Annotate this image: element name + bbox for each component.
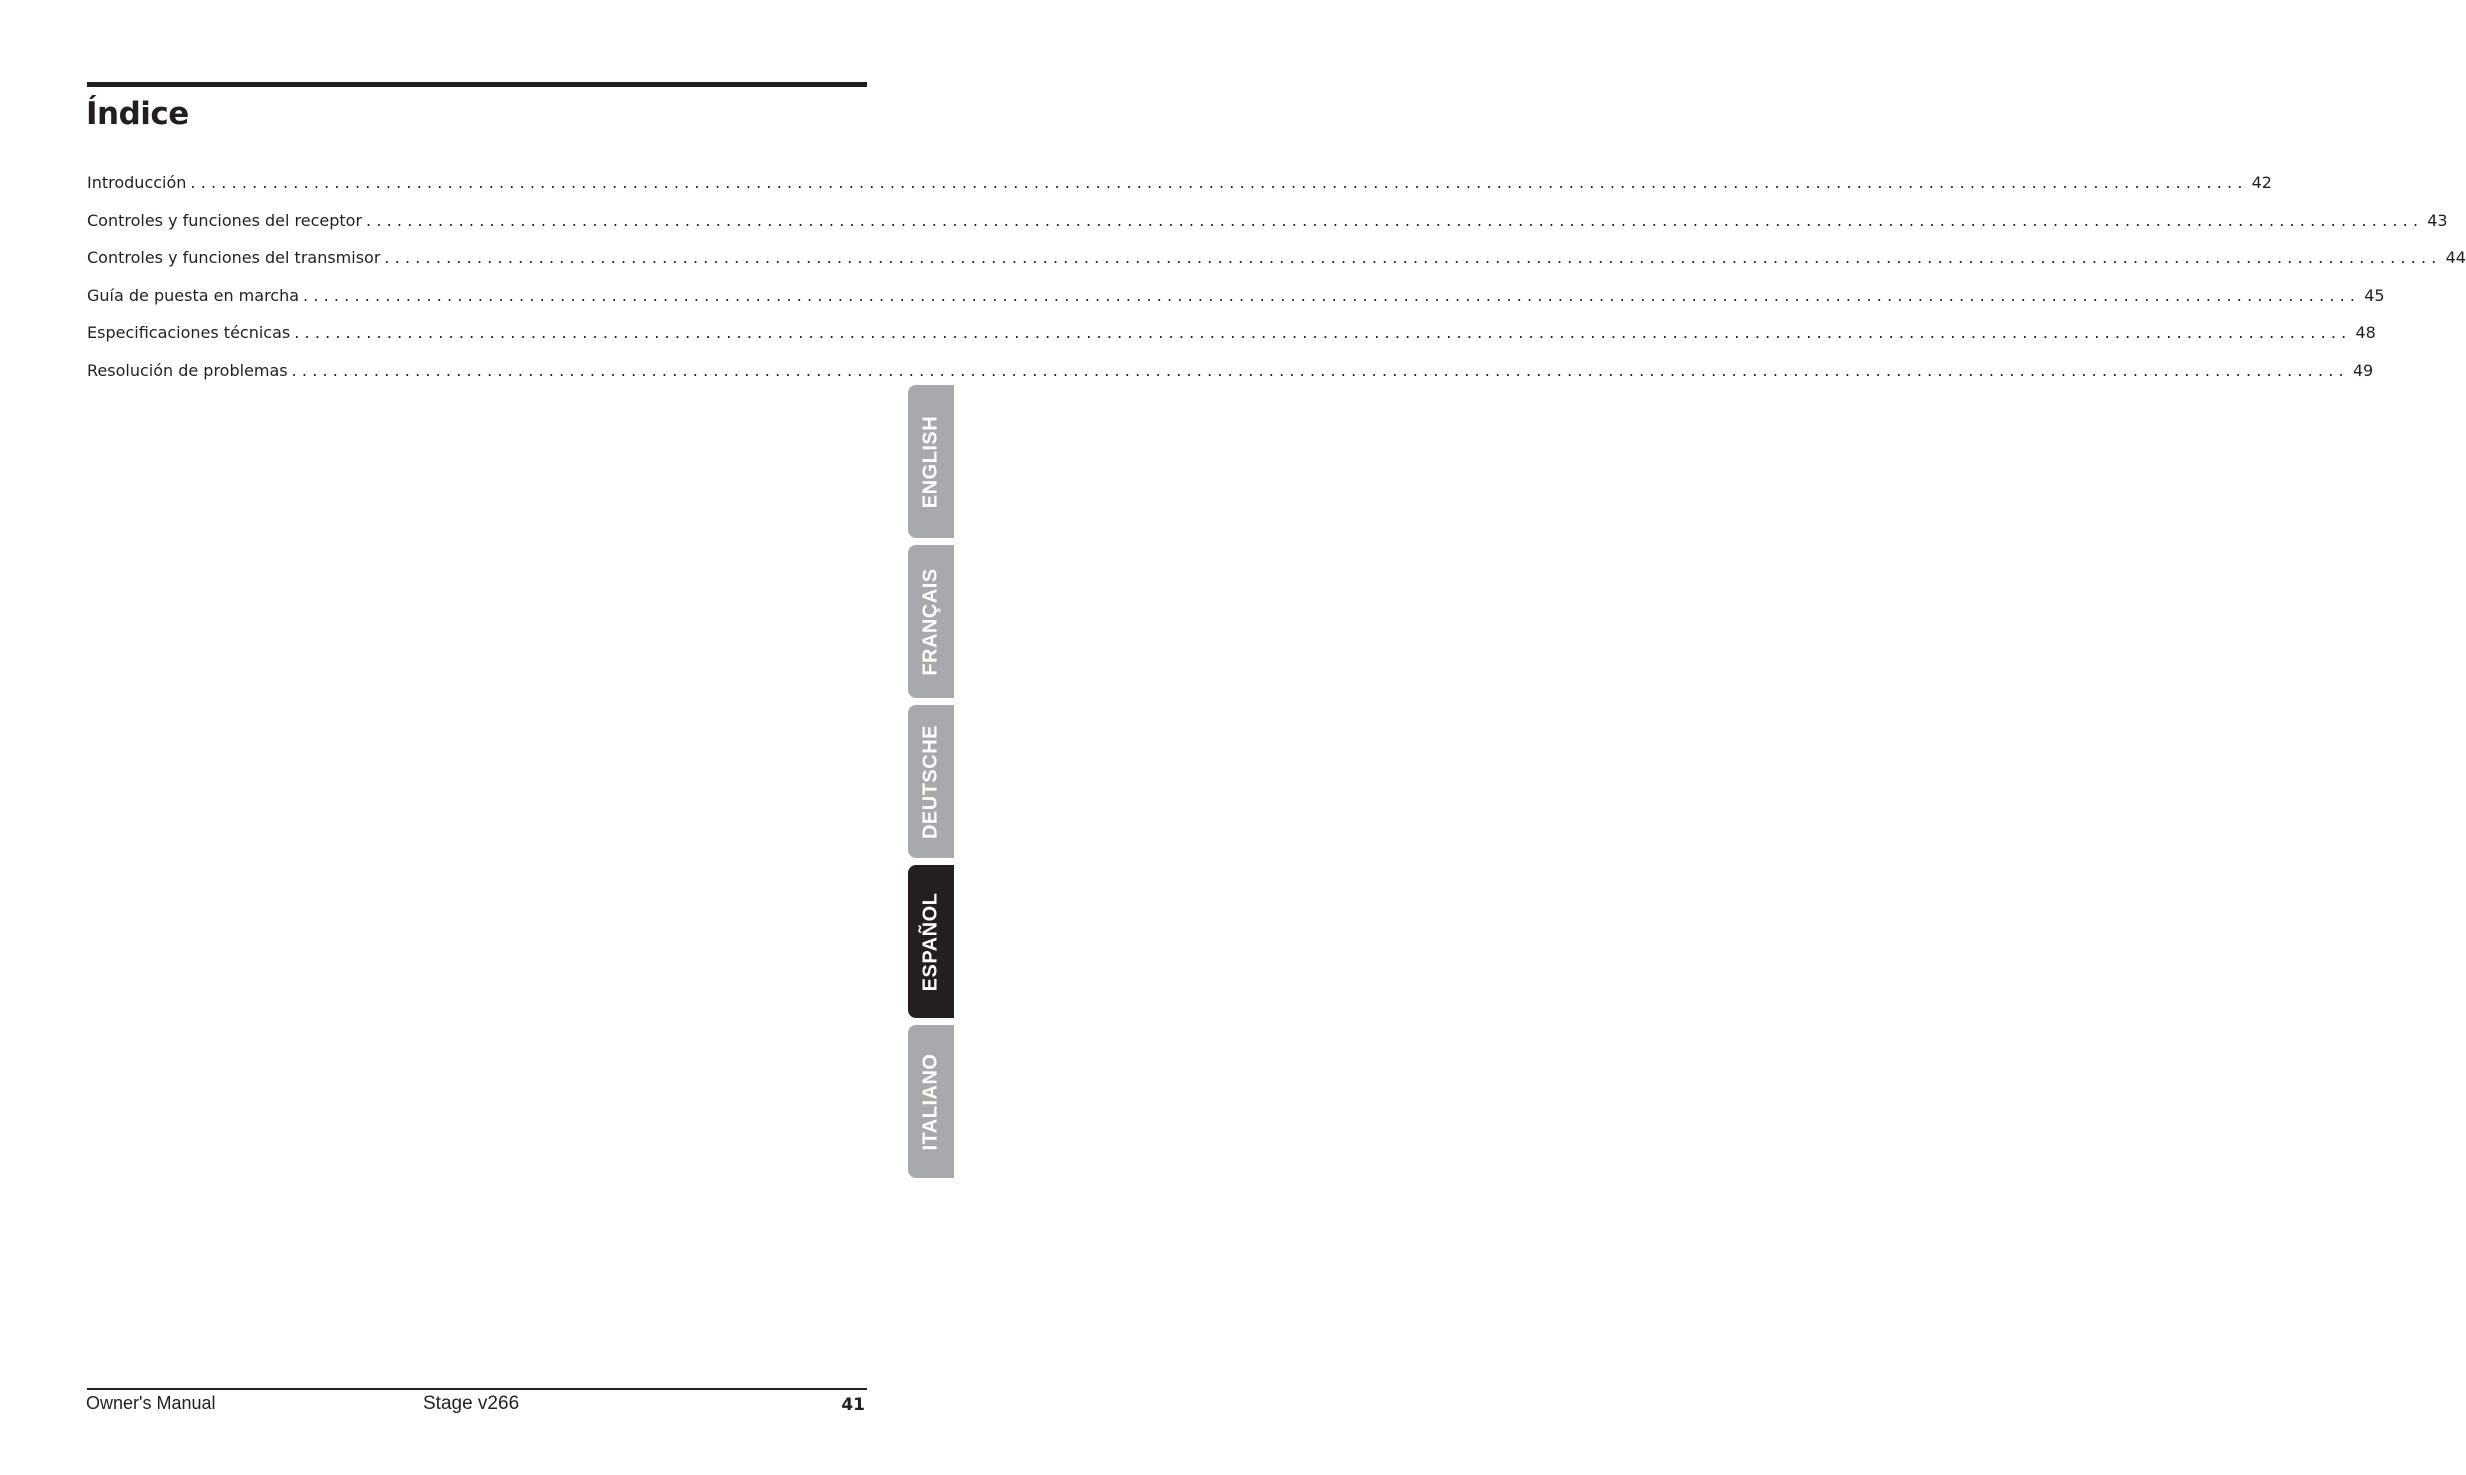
toc-entry-resolucion[interactable] [87,356,2374,394]
toc-entry-transmisor[interactable] [87,243,2466,281]
language-tab-label: ESPAÑOL [919,892,942,991]
table-of-contents [87,168,2466,394]
toc-dot-leader: ........................................................................................................................................................................................................ [303,285,2361,305]
language-tab-label: ENGLISH [919,415,942,508]
language-tab-francais[interactable] [908,545,954,698]
language-tab-label: ITALIANO [919,1053,942,1150]
language-tab-deutsche[interactable] [908,705,954,858]
language-tab-english[interactable] [908,385,954,538]
toc-entry-label: Guía de puesta en marcha [87,281,303,311]
toc-entry-label: Controles y funciones del receptor [87,206,366,236]
language-tab-label: DEUTSCHE [919,724,942,839]
toc-dot-leader: ........................................................................................................................................................................................................ [366,210,2424,230]
toc-dot-leader: ........................................................................................................................................................................................................ [384,248,2442,268]
language-tab-italiano[interactable] [908,1025,954,1178]
page-title: Índice [86,96,189,132]
toc-entry-especificaciones[interactable] [87,318,2376,356]
toc-entry-page: 48 [2355,323,2376,343]
toc-entry-introduccion[interactable] [87,168,2272,206]
toc-entry-page: 45 [2364,285,2385,305]
language-tab-espanol[interactable] [908,865,954,1018]
language-tab-label: FRANÇAIS [919,567,942,676]
footer-product-name: Stage v266 [423,1393,520,1414]
toc-entry-receptor[interactable] [87,206,2448,244]
toc-dot-leader: ........................................................................................................................................................................................................ [291,360,2349,380]
toc-entry-page: 44 [2445,248,2466,268]
top-rule [87,82,867,87]
toc-entry-page: 42 [2251,173,2272,192]
toc-entry-label: Resolución de problemas [87,356,292,386]
toc-entry-label: Introducción [87,168,190,198]
toc-entry-puesta-en-marcha[interactable] [87,281,2385,319]
footer-page-number: 41 [841,1395,865,1415]
toc-entry-label: Especificaciones técnicas [87,318,294,348]
footer-rule [87,1388,867,1390]
toc-dot-leader: ........................................................................................................................................................................................................ [294,323,2352,343]
toc-entry-page: 49 [2352,360,2374,380]
toc-entry-page: 43 [2427,210,2448,230]
footer-manual-label: Owner's Manual [86,1393,216,1413]
toc-entry-label: Controles y funciones del transmisor [87,243,384,273]
toc-dot-leader: ........................................................................................................................................................................................................ [190,173,2248,192]
